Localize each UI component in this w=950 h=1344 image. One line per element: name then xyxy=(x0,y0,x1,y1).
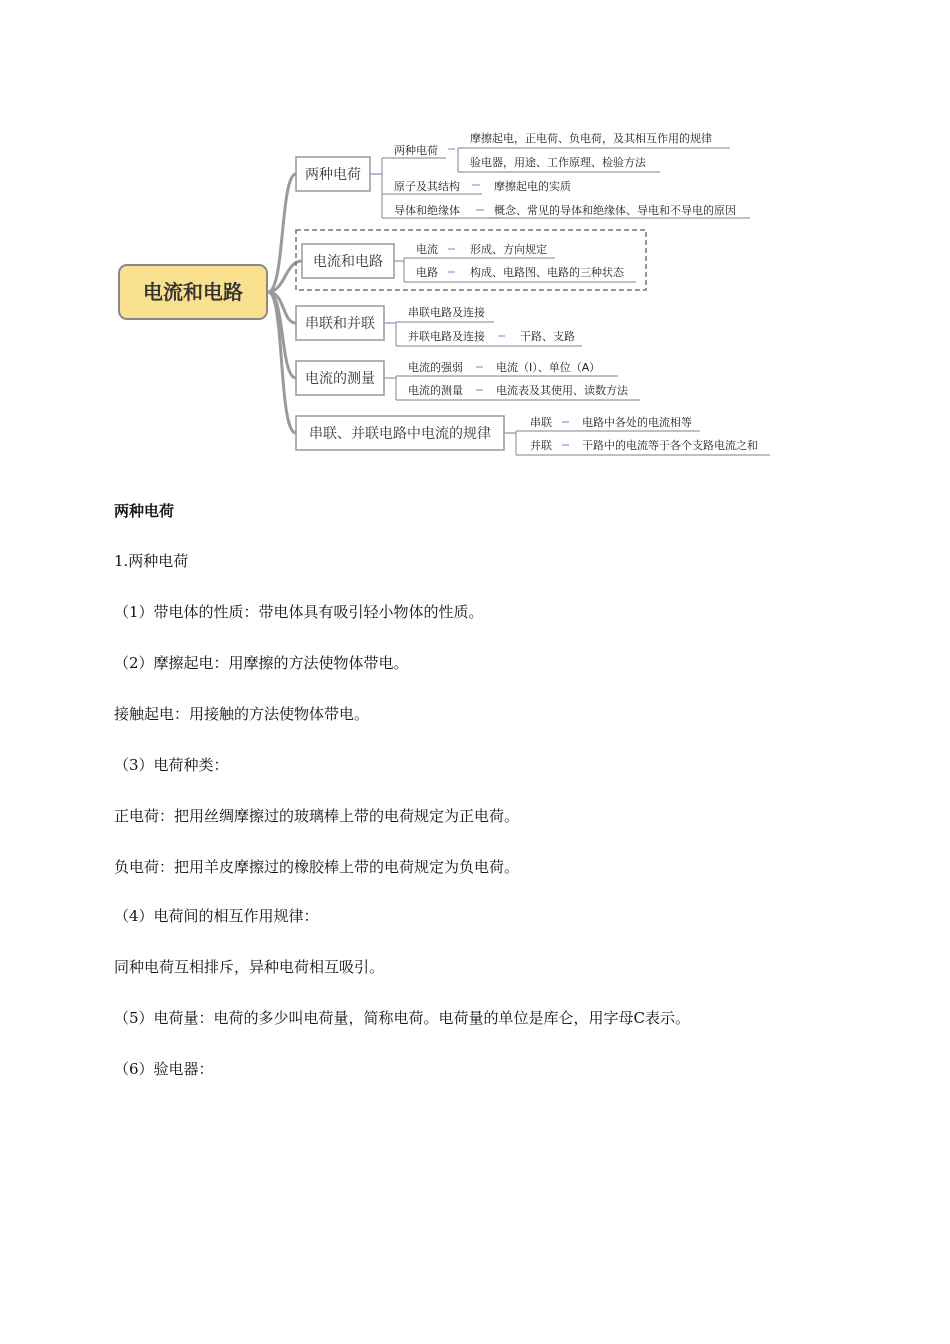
detail-5-1-1: 电路中各处的电流相等 xyxy=(582,416,692,429)
paragraph: 正电荷：把用丝绸摩擦过的玻璃棒上带的电荷规定为正电荷。 xyxy=(114,807,520,825)
paragraph: 同种电荷互相排斥，异种电荷相互吸引。 xyxy=(114,958,385,976)
sub-node-2-2[interactable]: 电路 xyxy=(416,266,438,279)
branch-label-1: 两种电荷 xyxy=(305,167,361,183)
paragraph: （6）验电器： xyxy=(114,1060,214,1078)
sub-node-3-2[interactable]: 并联电路及连接 xyxy=(408,330,485,343)
paragraph: （1）带电体的性质：带电体具有吸引轻小物体的性质。 xyxy=(114,603,484,621)
sub-node-2-1[interactable]: 电流 xyxy=(416,243,438,256)
paragraph: （5）电荷量：电荷的多少叫电荷量，简称电荷。电荷量的单位是库仑，用字母C表示。 xyxy=(114,1009,691,1027)
branch-node-2[interactable] xyxy=(302,244,394,278)
sub-node-5-2[interactable]: 并联 xyxy=(530,439,552,452)
sub-node-3-1[interactable]: 串联电路及连接 xyxy=(408,306,485,319)
paragraph: 接触起电：用接触的方法使物体带电。 xyxy=(114,705,370,723)
branch-label-2: 电流和电路 xyxy=(313,254,383,270)
mind-map xyxy=(0,0,950,470)
section-heading: 两种电荷 xyxy=(114,502,175,520)
detail-1-3-1: 概念、常见的导体和绝缘体、导电和不导电的原因 xyxy=(494,204,736,217)
branch-label-5: 串联、并联电路中电流的规律 xyxy=(309,426,491,442)
paragraph: （3）电荷种类： xyxy=(114,756,229,774)
paragraph: （4）电荷间的相互作用规律： xyxy=(114,907,319,925)
detail-4-2-1: 电流表及其使用、读数方法 xyxy=(496,384,628,397)
branch-node-4[interactable] xyxy=(296,361,384,395)
sub-node-5-1[interactable]: 串联 xyxy=(530,416,552,429)
paragraph: （2）摩擦起电：用摩擦的方法使物体带电。 xyxy=(114,654,409,672)
mind-map-svg xyxy=(0,0,950,470)
root-node-label: 电流和电路 xyxy=(143,280,243,304)
branch-node-5[interactable] xyxy=(296,416,504,450)
branch-label-3: 串联和并联 xyxy=(305,316,375,332)
branch-node-1[interactable] xyxy=(296,157,370,191)
sub-node-1-1[interactable]: 两种电荷 xyxy=(394,144,438,157)
sub-node-1-3[interactable]: 导体和绝缘体 xyxy=(394,204,460,217)
detail-1-1-2: 验电器，用途、工作原理、检验方法 xyxy=(470,156,646,169)
trunk-link-1 xyxy=(268,174,296,292)
detail-1-1-1: 摩擦起电，正电荷、负电荷，及其相互作用的规律 xyxy=(470,132,712,145)
sub-node-4-2[interactable]: 电流的测量 xyxy=(408,384,463,397)
paragraph: 1.两种电荷 xyxy=(114,552,189,570)
branch-node-3[interactable] xyxy=(296,306,384,340)
detail-5-2-1: 干路中的电流等于各个支路电流之和 xyxy=(582,439,758,452)
detail-2-2-1: 构成、电路图、电路的三种状态 xyxy=(470,266,624,279)
sub-node-4-1[interactable]: 电流的强弱 xyxy=(408,361,463,374)
detail-2-1-1: 形成、方向规定 xyxy=(470,243,547,256)
detail-3-2-1: 干路、支路 xyxy=(520,330,575,343)
paragraph: 负电荷：把用羊皮摩擦过的橡胶棒上带的电荷规定为负电荷。 xyxy=(114,858,520,876)
detail-1-2-1: 摩擦起电的实质 xyxy=(494,180,571,193)
root-node[interactable] xyxy=(119,265,267,319)
branch-label-4: 电流的测量 xyxy=(305,371,375,387)
trunk-link-5 xyxy=(268,292,296,433)
sub-node-1-2[interactable]: 原子及其结构 xyxy=(394,180,460,193)
detail-4-1-1: 电流（I）、单位（A） xyxy=(496,361,601,374)
